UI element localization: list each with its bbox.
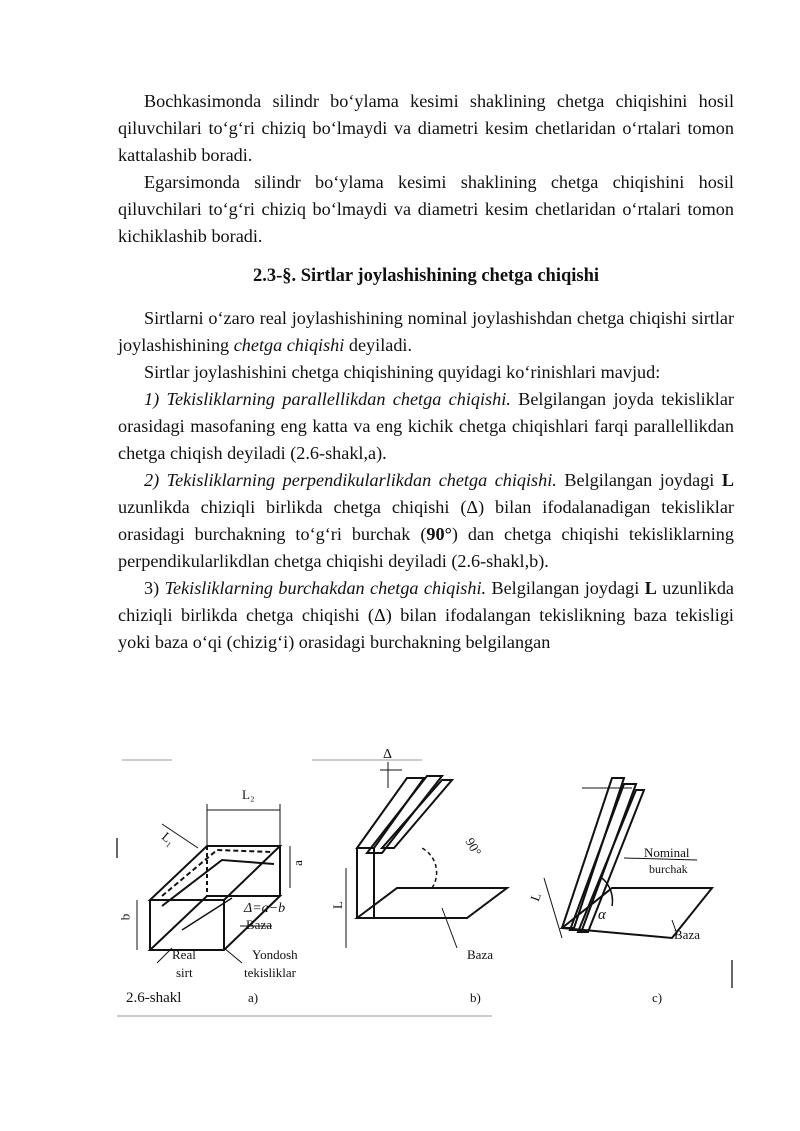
paragraph-6 xyxy=(118,467,734,575)
c-label-alpha: α xyxy=(598,907,606,923)
sub-caption-a: a) xyxy=(248,990,259,1005)
paragraph-5 xyxy=(118,386,734,467)
sub-caption-b: b) xyxy=(470,990,481,1005)
p6-term: 2) Tekisliklarning perpendikularlikdan chetga chiqishi. xyxy=(144,470,557,490)
a-baza-label: Baza xyxy=(246,917,272,932)
a-tekisliklar-label: tekisliklar xyxy=(244,965,296,980)
p5-term: 1) Tekisliklarning parallellikdan chetga chiqishi. xyxy=(144,389,511,409)
b-label-delta: Δ xyxy=(383,747,393,762)
p3-text-b: deyiladi. xyxy=(344,335,413,355)
paragraph-1: Bochkasimonda silindr bo‘ylama kesimi shaklining chetga chiqishini hosil qiluvchilari to‘g‘ri chiziq bo‘lmaydi va diametri kesim chetlaridan o‘rtalari tomon kattalashib boradi. xyxy=(118,91,734,165)
diagram-b xyxy=(346,762,507,948)
page-text xyxy=(118,88,734,656)
p7-text-3: ) bilan ifodalangan tekislikning baza tekisligi yoki baza o‘qi (chizig‘i) orasidagi burchakning belgilangan xyxy=(118,605,734,652)
paragraph-7 xyxy=(118,575,734,656)
p7-text-1: Belgilangan joydagi xyxy=(486,578,645,598)
c-baza-label: Baza xyxy=(674,927,700,942)
section-heading: 2.3-§. Sirtlar joylashishining chetga chiqishi xyxy=(252,266,600,286)
p6-text-3: ) bilan ifodalanadigan tekisliklar orasidagi burchakning to‘g‘ri burchak ( xyxy=(118,497,734,544)
a-yondosh-label: Yondosh xyxy=(252,947,298,962)
paragraph-4: Sirtlar joylashishini chetga chiqishining quyidagi ko‘rinishlari mavjud: xyxy=(144,362,661,382)
diagram-a xyxy=(137,804,290,963)
figure-2-6 xyxy=(112,748,742,1028)
a-formula: Δ=a−b xyxy=(244,901,286,916)
p7-term: Tekisliklarning burchakdan chetga chiqishi. xyxy=(164,578,487,598)
a-sirt-label: sirt xyxy=(176,965,193,980)
c-burchak-label: burchak xyxy=(649,862,688,876)
figure-drawing xyxy=(112,748,742,1028)
b-label-L: L xyxy=(329,901,345,909)
p7-text-2: uzunlikda chiziqli birlikda chetga chiqishi ( xyxy=(118,578,734,625)
a-label-a: a xyxy=(289,860,305,866)
a-label-L2: L₂ xyxy=(242,787,255,802)
p6-deg: 90° xyxy=(426,524,452,544)
a-label-L1: L₁ xyxy=(158,828,179,849)
p5-text: Belgilangan joyda tekisliklar orasidagi masofaning eng katta va eng kichik chetga chiqishlari farqi parallellikdan chetga chiqish deyiladi (2.6-shakl,a). xyxy=(118,389,734,463)
sub-caption-c: c) xyxy=(652,990,663,1005)
a-real-label: Real xyxy=(172,947,196,962)
p7-delta: Δ xyxy=(374,605,386,625)
paragraph-3 xyxy=(118,305,734,359)
p3-text-a: Sirtlarni o‘zaro real joylashishining nominal joylashishdan chetga chiqishi sirtlar joylashishining xyxy=(118,308,734,355)
p7-L: L xyxy=(644,578,657,598)
c-nominal-label: Nominal xyxy=(644,845,690,860)
b-label-angle: 90° xyxy=(462,835,485,859)
paragraph-2: Egarsimonda silindr bo‘ylama kesimi shaklining chetga chiqishini hosil qiluvchilari to‘g‘ri chiziq bo‘lmaydi va diametri kesim chetlaridan o‘rtalari tomon kichiklashib boradi. xyxy=(118,172,734,246)
p6-delta: Δ xyxy=(466,497,479,517)
a-label-b: b xyxy=(117,913,133,921)
p6-L: L xyxy=(721,470,735,490)
p3-term: chetga chiqishi xyxy=(233,335,345,355)
c-label-L: L xyxy=(527,890,544,904)
p6-text-1: Belgilangan joydagi xyxy=(556,470,722,490)
p7-num: 3) xyxy=(144,578,165,598)
b-baza-label: Baza xyxy=(467,947,493,962)
p6-text-4: ) dan chetga chiqishi tekisliklarning perpendikularlikdlan chetga chiqishi deyiladi (2.6-shakl,b). xyxy=(118,524,734,571)
figure-caption: 2.6-shakl xyxy=(126,990,182,1006)
p6-text-2: uzunlikda chiziqli birlikda chetga chiqishi ( xyxy=(118,497,467,517)
